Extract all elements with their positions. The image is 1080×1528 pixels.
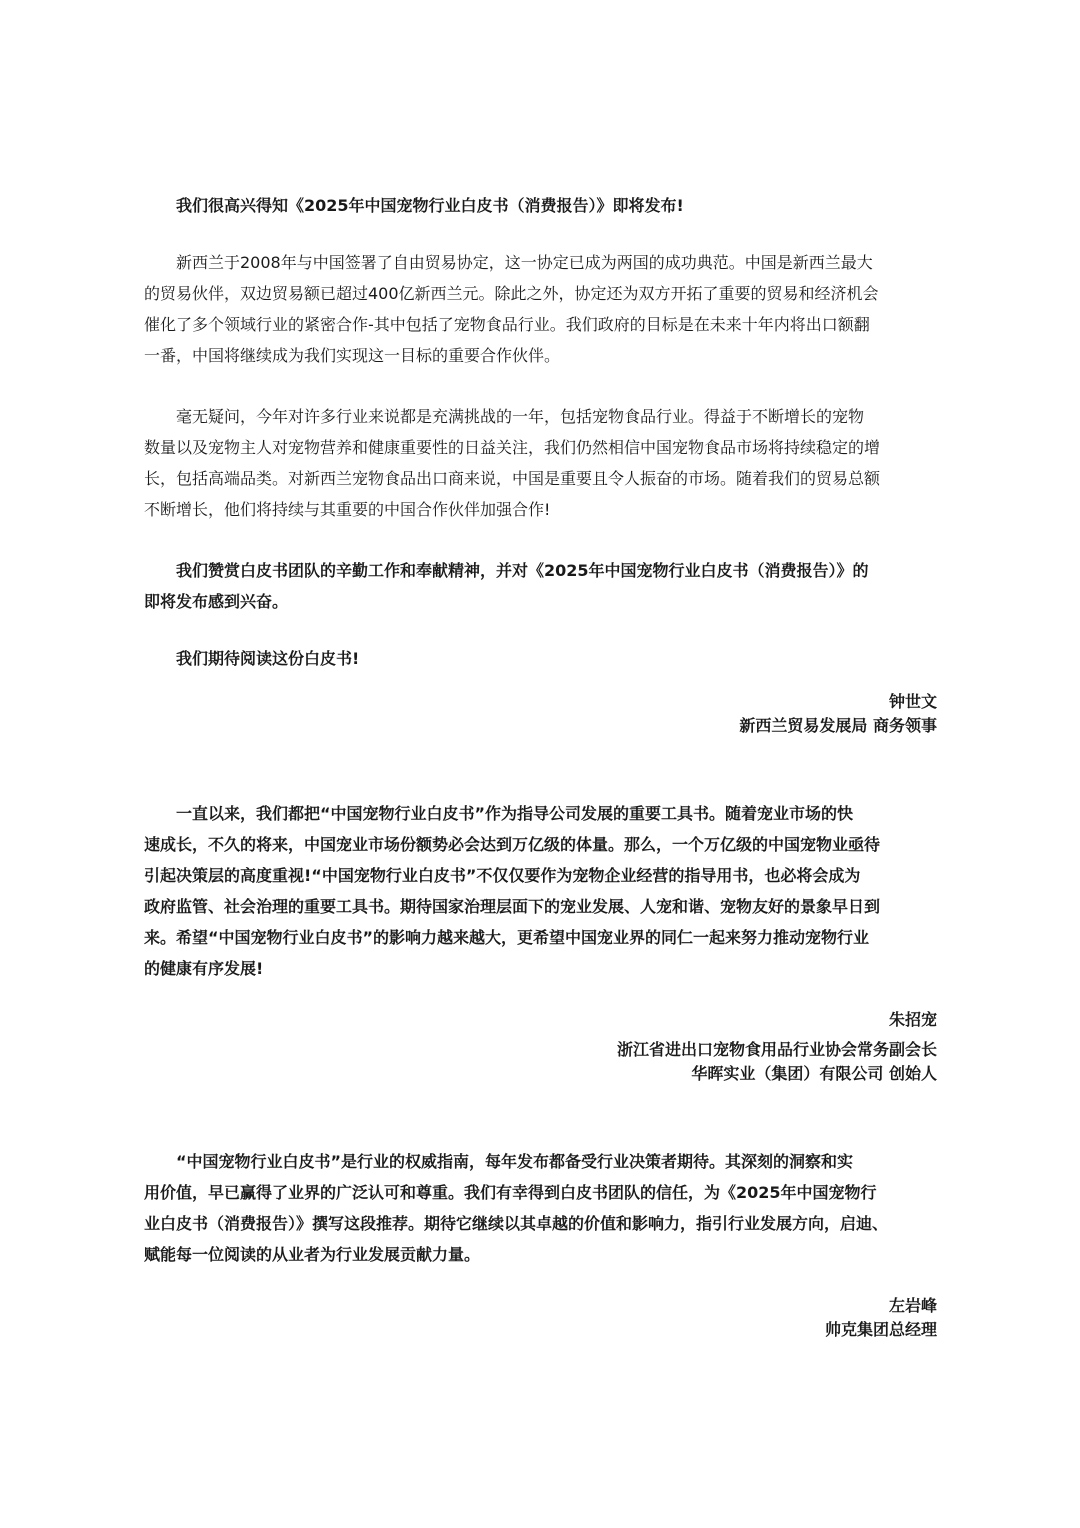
signature-name: 左岩峰 — [888, 1296, 937, 1315]
body-paragraph: 我们期待阅读这份白皮书! — [176, 649, 360, 668]
signature-title: 华晖实业（集团）有限公司 创始人 — [691, 1064, 937, 1083]
intro-paragraph: 我们很高兴得知《2025年中国宠物行业白皮书（消费报告）》即将发布! — [176, 196, 684, 215]
body-paragraph: 毫无疑问，今年对许多行业来说都是充满挑战的一年，包括宠物食品行业。得益于不断增长的宠物 数量以及宠物主人对宠物营养和健康重要性的日益关注，我们仍然相信中国宠物食品市场将持续稳定的增 长，包括高端品类。对新西兰宠物食品出口商来说，中国是重要且令人振奋的市场。随着我们的贸易总额 不断增长，他们将持续与其重要的中国合作伙伴加强合作! — [144, 407, 881, 519]
body-paragraph: 我们赞赏白皮书团队的辛勤工作和奉献精神，并对《2025年中国宠物行业白皮书（消费报告）》的 即将发布感到兴奋。 — [144, 561, 869, 611]
body-paragraph: 一直以来，我们都把“中国宠物行业白皮书”作为指导公司发展的重要工具书。随着宠业市场的快 速成长，不久的将来，中国宠业市场份额势必会达到万亿级的体量。那么，一个万亿级的中国宠物业亟待 引起决策层的高度重视!“中国宠物行业白皮书”不仅仅要作为宠物企业经营的指导用书，也必将会成为 政府监管、社会治理的重要工具书。期待国家治理层面下的宠业发展、人宠和谐、宠物友好的景象早日到 来。希望“中国宠物行业白皮书”的影响力越来越大，更希望中国宠业界的同仁一起来努力推动宠物行业 的健康有序发展! — [144, 804, 881, 978]
signature-name: 钟世文 — [888, 692, 937, 711]
document-page — [144, 190, 937, 1342]
signature-title: 帅克集团总经理 — [824, 1320, 937, 1339]
signature-title: 浙江省进出口宠物食用品行业协会常务副会长 — [616, 1040, 937, 1059]
signature-title: 新西兰贸易发展局 商务领事 — [739, 716, 937, 735]
signature-name: 朱招宠 — [888, 1010, 937, 1029]
body-paragraph: “中国宠物行业白皮书”是行业的权威指南，每年发布都备受行业决策者期待。其深刻的洞察和实 用价值，早已赢得了业界的广泛认可和尊重。我们有幸得到白皮书团队的信任，为《2025年中国宠物行 业白皮书（消费报告）》撰写这段推荐。期待它继续以其卓越的价值和影响力，指引行业发展方向，启迪、 赋能每一位阅读的从业者为行业发展贡献力量。 — [144, 1152, 889, 1264]
body-paragraph: 新西兰于2008年与中国签署了自由贸易协定，这一协定已成为两国的成功典范。中国是新西兰最大 的贸易伙伴，双边贸易额已超过400亿新西兰元。除此之外，协定还为双方开拓了重要的贸易和经济机会 催化了多个领域行业的紧密合作-其中包括了宠物食品行业。我们政府的目标是在未来十年内将出口额翻 一番，中国将继续成为我们实现这一目标的重要合作伙伴。 — [144, 253, 879, 365]
